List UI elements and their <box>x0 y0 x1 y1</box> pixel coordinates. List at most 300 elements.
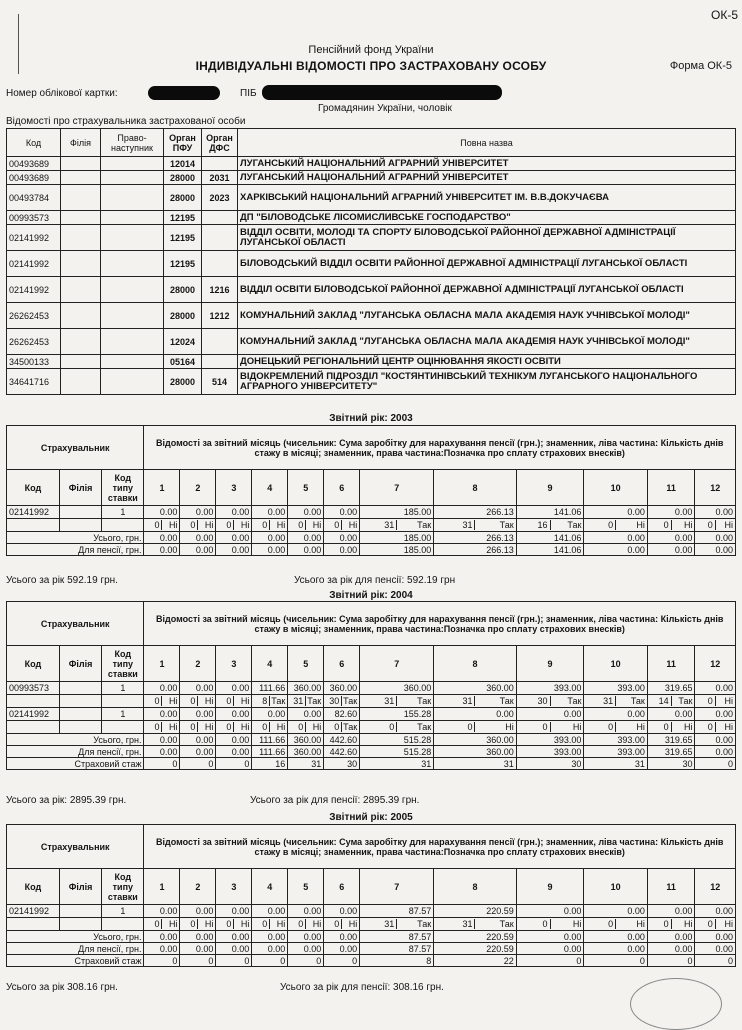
for-pension-row-value: 0.00 <box>516 943 584 955</box>
total-uah-row-value: 111.66 <box>252 734 288 746</box>
for-pension-row-value: 0.00 <box>180 544 216 556</box>
insurer-row <box>7 185 736 211</box>
month-4: 4 <box>252 646 288 682</box>
month-sum: 0.00 <box>584 905 647 918</box>
month-sum: 0.00 <box>584 708 647 721</box>
month-days-flag <box>516 721 584 734</box>
for-pension-row-value: 0.00 <box>695 943 736 955</box>
days-row <box>7 918 736 931</box>
for-pension-row-value: 141.06 <box>516 544 584 556</box>
month-sum: 0.00 <box>216 506 252 519</box>
payment-flag: Ні <box>724 696 734 706</box>
col-code: Код <box>7 646 60 682</box>
insurer-pfu: 12014 <box>164 157 202 171</box>
service-row-value: 30 <box>324 758 360 770</box>
blank-cell <box>102 918 144 931</box>
month-days-flag <box>584 519 647 532</box>
insurer-name: КОМУНАЛЬНИЙ ЗАКЛАД "ЛУГАНСЬКА ОБЛАСНА МАЛА АКАДЕМІЯ НАУК УЧНІВСЬКОЇ МОЛОДІ" <box>238 303 736 329</box>
row-branch <box>59 708 101 721</box>
payment-flag: Ні <box>348 520 358 530</box>
fund-name: Пенсійний фонд України <box>308 44 434 56</box>
payment-flag: Так <box>499 919 514 929</box>
col-type-code: Код типу ставки <box>102 646 144 682</box>
month-days-flag <box>180 519 216 532</box>
days-value: 0 <box>144 696 162 706</box>
days-value: 0 <box>695 520 715 530</box>
days-value: 0 <box>288 520 306 530</box>
month-days-flag <box>216 695 252 708</box>
year-subheader-row <box>7 646 736 682</box>
month-sum: 220.59 <box>434 905 517 918</box>
insurer-row <box>7 225 736 251</box>
total-uah-row-value: 0.00 <box>584 532 647 544</box>
insurer-branch <box>61 157 101 171</box>
month-5: 5 <box>288 470 324 506</box>
total-uah-row-value: 0.00 <box>144 734 180 746</box>
days-value: 8 <box>252 696 270 706</box>
month-1: 1 <box>144 470 180 506</box>
total-uah-row-value: 319.65 <box>647 734 695 746</box>
monthly-info-header: Відомості за звітний місяць (чисельник: Сума заробітку для нарахування пенсії (грн.); знаменник, ліва частина: Кількість днів стажу в місяці; знаменник, права частина:Позначка про сплату страхових внесків) <box>144 602 736 646</box>
days-value: 0 <box>517 722 551 732</box>
month-sum: 0.00 <box>647 708 695 721</box>
payment-flag: Так <box>630 696 645 706</box>
col-branch: Філія <box>61 129 101 157</box>
service-row-value: 0 <box>252 955 288 967</box>
for-pension-row-value: 185.00 <box>360 544 434 556</box>
total-uah-row-value: 0.00 <box>647 532 695 544</box>
month-days-flag <box>288 918 324 931</box>
insurer-pfu: 28000 <box>164 369 202 395</box>
service-row-value: 0 <box>695 955 736 967</box>
blank-cell <box>7 519 60 532</box>
days-value: 31 <box>360 520 397 530</box>
for-pension-row-value: 0.00 <box>695 746 736 758</box>
days-value: 31 <box>434 520 475 530</box>
payment-flag: Ні <box>724 520 734 530</box>
month-sum: 82.60 <box>324 708 360 721</box>
insurer-code: 02141992 <box>7 225 61 251</box>
days-value: 0 <box>648 919 672 929</box>
payment-flag: Так <box>417 722 432 732</box>
for-pension-row-label: Для пенсії, грн. <box>7 544 144 556</box>
insurer-pfu: 12195 <box>164 211 202 225</box>
total-uah-row <box>7 734 736 746</box>
for-pension-row <box>7 943 736 955</box>
payment-flag: Ні <box>204 722 214 732</box>
service-row-value: 0 <box>288 955 324 967</box>
month-sum: 0.00 <box>324 905 360 918</box>
month-sum: 0.00 <box>144 682 180 695</box>
salary-row <box>7 682 736 695</box>
service-row-value: 0 <box>144 758 180 770</box>
payment-flag: Так <box>343 696 358 706</box>
insurer-successor <box>101 303 164 329</box>
month-sum: 0.00 <box>252 905 288 918</box>
days-value: 30 <box>324 696 342 706</box>
insurer-header: Страхувальник <box>7 825 144 869</box>
insurer-successor <box>101 211 164 225</box>
insurer-code: 26262453 <box>7 303 61 329</box>
days-value: 31 <box>288 696 306 706</box>
payment-flag: Ні <box>168 722 178 732</box>
col-code: Код <box>7 470 60 506</box>
month-12: 12 <box>695 646 736 682</box>
month-sum: 0.00 <box>695 506 736 519</box>
insurer-branch <box>61 251 101 277</box>
col-branch: Філія <box>59 869 101 905</box>
total-uah-row-value: 393.00 <box>516 734 584 746</box>
service-row-value: 0 <box>216 758 252 770</box>
month-days-flag <box>360 519 434 532</box>
blank-cell <box>102 721 144 734</box>
month-sum: 0.00 <box>144 708 180 721</box>
col-pfu: Орган ПФУ <box>164 129 202 157</box>
month-sum: 0.00 <box>516 708 584 721</box>
insurer-code: 02141992 <box>7 251 61 277</box>
total-uah-row-value: 0.00 <box>584 931 647 943</box>
month-7: 7 <box>360 470 434 506</box>
for-pension-row-value: 442.60 <box>324 746 360 758</box>
total-uah-row <box>7 532 736 544</box>
insurer-row <box>7 211 736 225</box>
payment-flag: Так <box>307 696 322 706</box>
month-sum: 319.65 <box>647 682 695 695</box>
for-pension-row-value: 0.00 <box>647 544 695 556</box>
days-row <box>7 695 736 708</box>
for-pension-row-value: 0.00 <box>252 544 288 556</box>
month-12: 12 <box>695 470 736 506</box>
blank-cell <box>7 721 60 734</box>
month-days-flag <box>216 721 252 734</box>
month-sum: 0.00 <box>180 905 216 918</box>
payment-flag: Так <box>499 520 514 530</box>
payment-flag: Ні <box>312 722 322 732</box>
month-7: 7 <box>360 646 434 682</box>
stamp-edge <box>630 978 722 1030</box>
service-row-value: 31 <box>434 758 517 770</box>
month-days-flag <box>434 918 517 931</box>
insurer-code: 00493689 <box>7 157 61 171</box>
payment-flag: Так <box>499 696 514 706</box>
col-branch: Філія <box>59 646 101 682</box>
citizenship: Громадянин України, чоловік <box>318 103 452 114</box>
days-value: 0 <box>144 722 162 732</box>
insurer-pfu: 05164 <box>164 355 202 369</box>
payment-flag: Ні <box>276 520 286 530</box>
for-pension-row <box>7 544 736 556</box>
blank-cell <box>59 695 101 708</box>
days-value: 0 <box>216 919 234 929</box>
days-value: 14 <box>648 696 672 706</box>
days-value: 31 <box>360 919 397 929</box>
insurers-table <box>6 128 736 395</box>
service-row-value: 0 <box>324 955 360 967</box>
days-value: 0 <box>144 520 162 530</box>
col-full-name: Повна назва <box>238 129 736 157</box>
row-type: 1 <box>102 905 144 918</box>
month-days-flag <box>695 918 736 931</box>
payment-flag: Ні <box>204 520 214 530</box>
insurer-successor <box>101 369 164 395</box>
total-uah-row-value: 0.00 <box>647 931 695 943</box>
insurer-branch <box>61 211 101 225</box>
total-uah-row-value: 0.00 <box>252 931 288 943</box>
month-3: 3 <box>216 869 252 905</box>
month-sum: 0.00 <box>180 506 216 519</box>
insurers-header-row <box>7 129 736 157</box>
total-uah-row-value: 0.00 <box>180 532 216 544</box>
service-row-value: 0 <box>180 955 216 967</box>
for-pension-row-value: 111.66 <box>252 746 288 758</box>
for-pension-row-value: 220.59 <box>434 943 517 955</box>
col-dfs: Орган ДФС <box>202 129 238 157</box>
insurer-dfs: 1216 <box>202 277 238 303</box>
month-3: 3 <box>216 470 252 506</box>
month-days-flag <box>360 695 434 708</box>
month-sum: 0.00 <box>180 682 216 695</box>
row-type: 1 <box>102 682 144 695</box>
insurer-successor <box>101 185 164 211</box>
month-2: 2 <box>180 470 216 506</box>
payment-flag: Так <box>343 722 358 732</box>
for-pension-row-value: 515.28 <box>360 746 434 758</box>
payment-flag: Ні <box>572 722 582 732</box>
total-uah-row-value: 0.00 <box>695 532 736 544</box>
insurer-branch <box>61 277 101 303</box>
blank-cell <box>59 721 101 734</box>
for-pension-row-value: 0.00 <box>252 943 288 955</box>
insurer-branch <box>61 171 101 185</box>
form-label: Форма ОК-5 <box>669 60 732 72</box>
total-uah-row-value: 0.00 <box>144 931 180 943</box>
blank-cell <box>59 519 101 532</box>
month-days-flag <box>144 519 180 532</box>
insurer-dfs: 2023 <box>202 185 238 211</box>
month-days-flag <box>516 918 584 931</box>
days-value: 30 <box>517 696 551 706</box>
year-title-2005: Звітний рік: 2005 <box>329 812 413 823</box>
insurer-dfs <box>202 355 238 369</box>
payment-flag: Ні <box>636 919 645 929</box>
total-uah-row-value: 515.28 <box>360 734 434 746</box>
month-sum: 0.00 <box>324 506 360 519</box>
monthly-info-header: Відомості за звітний місяць (чисельник: Сума заробітку для нарахування пенсії (грн.); знаменник, ліва частина: Кількість днів стажу в місяці; знаменник, права частина:Позначка про сплату страхових внесків) <box>144 825 736 869</box>
month-sum: 0.00 <box>647 506 695 519</box>
service-row-value: 0 <box>584 955 647 967</box>
month-10: 10 <box>584 869 647 905</box>
row-code: 02141992 <box>7 708 60 721</box>
insurer-pfu: 12024 <box>164 329 202 355</box>
year-total-2004: Усього за рік: 2895.39 грн. <box>6 795 127 806</box>
month-6: 6 <box>324 646 360 682</box>
service-row-value: 0 <box>516 955 584 967</box>
for-pension-row-value: 0.00 <box>180 943 216 955</box>
month-days-flag <box>360 721 434 734</box>
insurer-pfu: 28000 <box>164 277 202 303</box>
for-pension-row-value: 393.00 <box>516 746 584 758</box>
month-days-flag <box>324 918 360 931</box>
for-pension-row-value: 393.00 <box>584 746 647 758</box>
insurer-header: Страхувальник <box>7 602 144 646</box>
salary-row <box>7 708 736 721</box>
insurer-dfs <box>202 329 238 355</box>
payment-flag: Ні <box>168 919 178 929</box>
payment-flag: Ні <box>312 919 322 929</box>
service-row-label: Страховий стаж <box>7 955 144 967</box>
month-6: 6 <box>324 869 360 905</box>
total-uah-row-value: 0.00 <box>180 931 216 943</box>
month-days-flag <box>695 695 736 708</box>
insurer-successor <box>101 329 164 355</box>
payment-flag: Ні <box>204 696 214 706</box>
month-4: 4 <box>252 470 288 506</box>
row-code: 02141992 <box>7 905 60 918</box>
payment-flag: Ні <box>240 520 250 530</box>
payment-flag: Ні <box>724 919 734 929</box>
insurer-branch <box>61 355 101 369</box>
month-days-flag <box>434 519 517 532</box>
for-pension-row-value: 0.00 <box>216 943 252 955</box>
payment-flag: Ні <box>505 722 514 732</box>
insurer-branch <box>61 185 101 211</box>
month-days-flag <box>647 695 695 708</box>
total-uah-row-value: 442.60 <box>324 734 360 746</box>
month-sum: 0.00 <box>288 708 324 721</box>
total-uah-row-label: Усього, грн. <box>7 532 144 544</box>
month-days-flag <box>647 721 695 734</box>
month-days-flag <box>216 519 252 532</box>
days-value: 31 <box>434 696 475 706</box>
month-5: 5 <box>288 869 324 905</box>
insurer-branch <box>61 303 101 329</box>
days-value: 0 <box>252 722 270 732</box>
payment-flag: Ні <box>683 520 693 530</box>
month-days-flag <box>144 918 180 931</box>
insurer-branch <box>61 369 101 395</box>
month-days-flag <box>324 721 360 734</box>
year-header-row <box>7 426 736 470</box>
month-days-flag <box>324 519 360 532</box>
month-sum: 111.66 <box>252 682 288 695</box>
insurer-name: БІЛОВОДСЬКИЙ ВІДДІЛ ОСВІТИ РАЙОННОЇ ДЕРЖАВНОЇ АДМІНІСТРАЦІЇ ЛУГАНСЬКОЇ ОБЛАСТІ <box>238 251 736 277</box>
year-total-2005: Усього за рік 308.16 грн. <box>6 982 118 993</box>
month-days-flag <box>252 695 288 708</box>
insurer-dfs: 2031 <box>202 171 238 185</box>
month-sum: 185.00 <box>360 506 434 519</box>
total-uah-row-value: 360.00 <box>434 734 517 746</box>
days-value: 0 <box>695 722 715 732</box>
month-8: 8 <box>434 470 517 506</box>
payment-flag: Ні <box>240 722 250 732</box>
doc-title: ІНДИВІДУАЛЬНІ ВІДОМОСТІ ПРО ЗАСТРАХОВАНУ ОСОБУ <box>195 59 547 73</box>
total-uah-row-value: 266.13 <box>434 532 517 544</box>
insurer-successor <box>101 157 164 171</box>
month-days-flag <box>252 519 288 532</box>
total-uah-row-value: 360.00 <box>288 734 324 746</box>
month-days-flag <box>180 918 216 931</box>
payment-flag: Ні <box>276 919 286 929</box>
month-days-flag <box>647 918 695 931</box>
insurer-row <box>7 329 736 355</box>
service-row-value: 0 <box>647 955 695 967</box>
month-days-flag <box>516 695 584 708</box>
month-10: 10 <box>584 470 647 506</box>
month-sum: 141.06 <box>516 506 584 519</box>
year-pension-2003: Усього за рік для пенсії: 592.19 грн <box>294 575 456 586</box>
month-12: 12 <box>695 869 736 905</box>
days-value: 0 <box>216 722 234 732</box>
payment-flag: Ні <box>636 722 645 732</box>
year-table-2003 <box>6 425 736 556</box>
col-code: Код <box>7 129 61 157</box>
days-value: 0 <box>324 722 342 732</box>
days-value: 0 <box>695 696 715 706</box>
days-value: 0 <box>180 919 198 929</box>
month-1: 1 <box>144 646 180 682</box>
payment-flag: Так <box>417 696 432 706</box>
month-6: 6 <box>324 470 360 506</box>
service-row <box>7 758 736 770</box>
days-value: 0 <box>695 919 715 929</box>
for-pension-row-value: 0.00 <box>288 544 324 556</box>
insurer-name: ЛУГАНСЬКИЙ НАЦІОНАЛЬНИЙ АГРАРНИЙ УНІВЕРСИТЕТ <box>238 171 736 185</box>
days-value: 0 <box>648 520 672 530</box>
month-sum: 393.00 <box>584 682 647 695</box>
for-pension-row-value: 0.00 <box>216 544 252 556</box>
month-sum: 0.00 <box>288 905 324 918</box>
payment-flag: Так <box>417 520 432 530</box>
for-pension-row-value: 87.57 <box>360 943 434 955</box>
insurer-code: 02141992 <box>7 277 61 303</box>
insurer-dfs: 1212 <box>202 303 238 329</box>
days-value: 16 <box>517 520 551 530</box>
days-value: 0 <box>360 722 397 732</box>
days-value: 0 <box>324 919 342 929</box>
days-value: 0 <box>288 722 306 732</box>
blank-cell <box>59 918 101 931</box>
days-value: 0 <box>180 722 198 732</box>
days-value: 0 <box>144 919 162 929</box>
payment-flag: Ні <box>312 520 322 530</box>
month-sum: 0.00 <box>252 506 288 519</box>
payment-flag: Так <box>567 520 582 530</box>
insurer-dfs <box>202 251 238 277</box>
total-uah-row-value: 185.00 <box>360 532 434 544</box>
total-uah-row <box>7 931 736 943</box>
days-value: 31 <box>360 696 397 706</box>
payment-flag: Ні <box>572 919 582 929</box>
insurer-code: 00493689 <box>7 171 61 185</box>
service-row-value: 0 <box>695 758 736 770</box>
month-days-flag <box>180 695 216 708</box>
service-row-label: Страховий стаж <box>7 758 144 770</box>
year-subheader-row <box>7 470 736 506</box>
for-pension-row-value: 360.00 <box>434 746 517 758</box>
month-8: 8 <box>434 646 517 682</box>
year-subheader-row <box>7 869 736 905</box>
insurer-name: ВІДДІЛ ОСВІТИ БІЛОВОДСЬКОЇ РАЙОННОЇ ДЕРЖАВНОЇ АДМІНІСТРАЦІЇ ЛУГАНСЬКОЇ ОБЛАСТІ <box>238 277 736 303</box>
year-header-row <box>7 825 736 869</box>
month-9: 9 <box>516 646 584 682</box>
year-table-2004 <box>6 601 736 770</box>
month-2: 2 <box>180 869 216 905</box>
col-type-code: Код типу ставки <box>102 470 144 506</box>
insurer-name: ДП "БІЛОВОДСЬКЕ ЛІСОМИСЛИВСЬКЕ ГОСПОДАРСТВО" <box>238 211 736 225</box>
blank-cell <box>102 519 144 532</box>
insurer-successor <box>101 355 164 369</box>
row-code: 00993573 <box>7 682 60 695</box>
